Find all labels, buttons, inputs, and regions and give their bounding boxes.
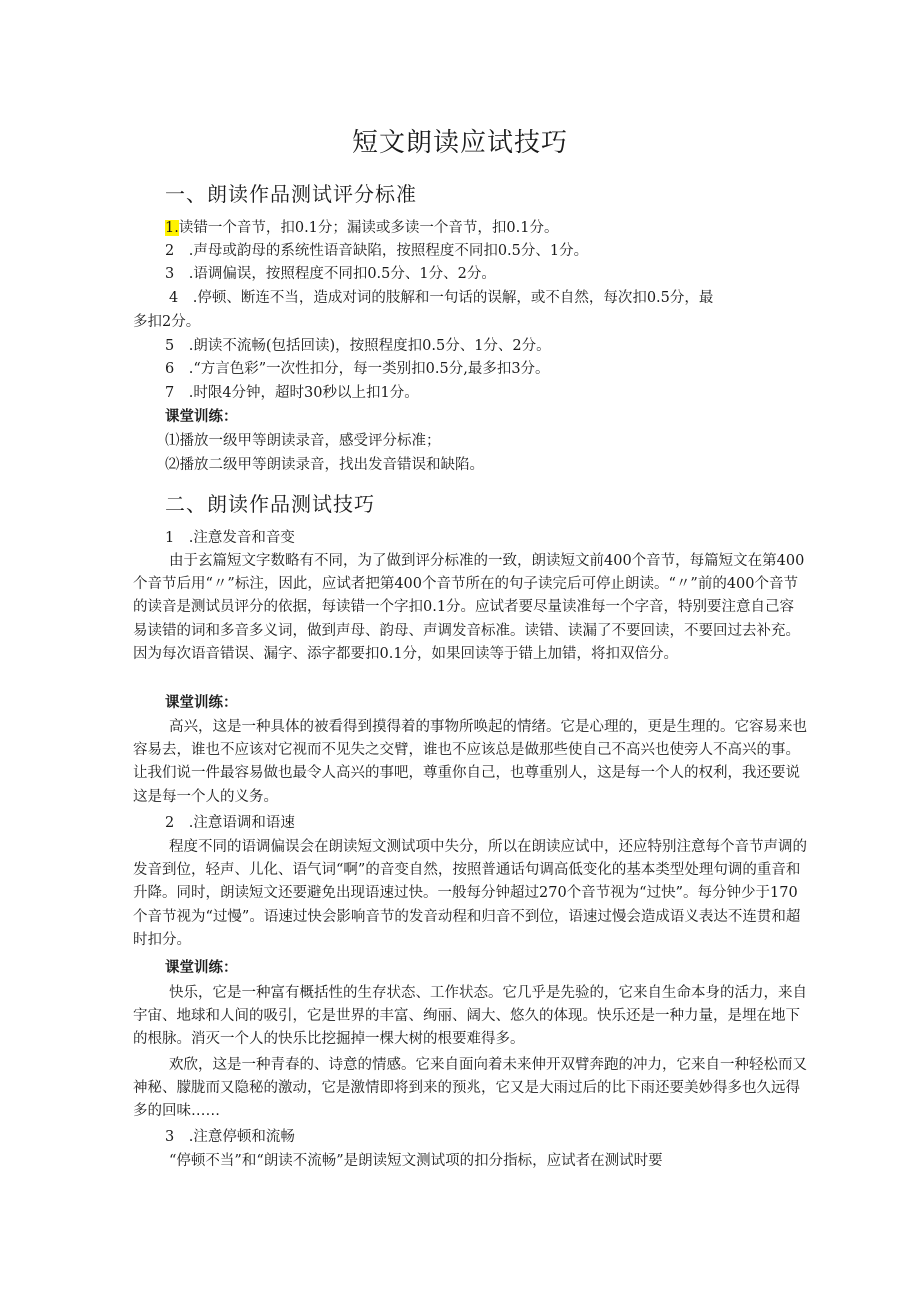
- rule-item-1-text: 读错一个音节，扣0.1分；漏读或多读一个音节，扣0.1分。: [178, 220, 559, 236]
- practice-label-2: 课堂训练：: [165, 695, 238, 711]
- practice-item-2: ⑵播放二级甲等朗读录音，找出发音错误和缺陷。: [165, 457, 484, 473]
- rule-item-7: 7 .时限4分钟，超时30秒以上扣1分。: [165, 385, 419, 401]
- section2-heading: 二、朗读作品测试技巧: [165, 492, 375, 516]
- rule-item-1: [165, 217, 558, 240]
- rule-item-6: 6 .“方言色彩”一次性扣分，每一类别扣0.5分,最多扣3分。: [165, 361, 550, 377]
- rule-item-2: 2 .声母或韵母的系统性语音缺陷，按照程度不同扣0.5分、1分。: [165, 243, 589, 259]
- practice-paragraph-2b-text: 欢欣，这是一种青春的、诗意的情感。它来自面向着未来伸开双臂奔跑的冲力，它来自一种轻松而又神秘、朦胧而又隐秘的激动，它是激情即将到来的预兆，它又是大雨过后的比下雨还要美妙得多也久远得多的回味……: [133, 1057, 807, 1120]
- rule-item-4-line2: 多扣2分。: [133, 314, 201, 330]
- page-title: 短文朗读应试技巧: [351, 128, 568, 158]
- practice-paragraph-2a-text: 快乐，它是一种富有概括性的生存状态、工作状态。它几乎是先验的，它来自生命本身的活力，来自宇宙、地球和人间的吸引，它是世界的丰富、绚丽、阔大、悠久的体现。快乐还是一种力量，是埋在地下的根脉。消灭一个人的快乐比挖掘掉一棵大树的根要难得多。: [133, 985, 807, 1048]
- practice-paragraph-1: [133, 716, 807, 809]
- paragraph-intonation-text: 程度不同的语调偏误会在朗读短文测试项中失分，所以在朗读应试中，还应特别注意每个音节声调的发音到位，轻声、儿化、语气词“啊”的音变自然，按照普通话句调高低变化的基本类型处理句调的重音和升降。同时，朗读短文还要避免出现语速过快。一般每分钟超过270个音节视为“过快”。每分钟少于170个音节视为“过慢”。语速过快会影响音节的发音动程和归音不到位，语速过慢会造成语义表达不连贯和超时扣分。: [133, 839, 807, 948]
- paragraph-pronunciation: [133, 550, 807, 666]
- rule-item-3: 3 .语调偏误，按照程度不同扣0.5分、1分、2分。: [165, 266, 496, 282]
- rule-item-1-number: 1.: [165, 220, 179, 236]
- practice-paragraph-1-text: 高兴，这是一种具体的被看得到摸得着的事物所唤起的情绪。它是心理的，更是生理的。它容易来也容易去，谁也不应该对它视而不见失之交臂，谁也不应该总是做那些使自己不高兴也使旁人不高兴的事。让我们说一件最容易做也最令人高兴的事吧，尊重你自己，也尊重别人，这是每一个人的权利，我还要说这是每一个人的义务。: [133, 719, 807, 805]
- subheading-1: 1 .注意发音和音变: [165, 530, 295, 546]
- practice-label-1: 课堂训练：: [165, 409, 238, 425]
- practice-paragraph-2b: [133, 1054, 807, 1124]
- subheading-3: 3 .注意停顿和流畅: [165, 1129, 295, 1145]
- section1-heading: 一、朗读作品测试评分标准: [165, 182, 417, 206]
- practice-item-1: ⑴播放一级甲等朗读录音，感受评分标准；: [165, 433, 441, 449]
- rule-item-5: 5 .朗读不流畅(包括回读)，按照程度扣0.5分、1分、2分。: [165, 338, 551, 354]
- rule-item-4-line1: 4 .停顿、断连不当，造成对词的肢解和一句话的误解，或不自然，每次扣0.5分，最: [169, 290, 714, 306]
- paragraph-intonation: [133, 836, 807, 952]
- practice-paragraph-2a: [133, 982, 807, 1052]
- subheading-2: 2 .注意语调和语速: [165, 815, 295, 831]
- paragraph-pause: “停顿不当”和“朗读不流畅”是朗读短文测试项的扣分指标，应试者在测试时要: [169, 1153, 663, 1169]
- paragraph-pronunciation-text: 由于玄篇短文字数略有不同，为了做到评分标准的一致，朗读短文前400个音节，每篇短文在第400个音节后用“〃”标注，因此，应试者把第400个音节所在的句子读完后可停止朗读。“〃”前的400个音节的读音是测试员评分的依据，每读错一个字扣0.1分。应试者要尽量读准每一个字音，特别要注意自己容易读错的词和多音多义词，做到声母、韵母、声调发音标准。读错、读漏了不要回读，不要回过去补充。因为每次语音错误、漏字、添字都要扣0.1分，如果回读等于错上加错，将扣双倍分。: [133, 553, 805, 662]
- practice-label-3: 课堂训练：: [165, 960, 238, 976]
